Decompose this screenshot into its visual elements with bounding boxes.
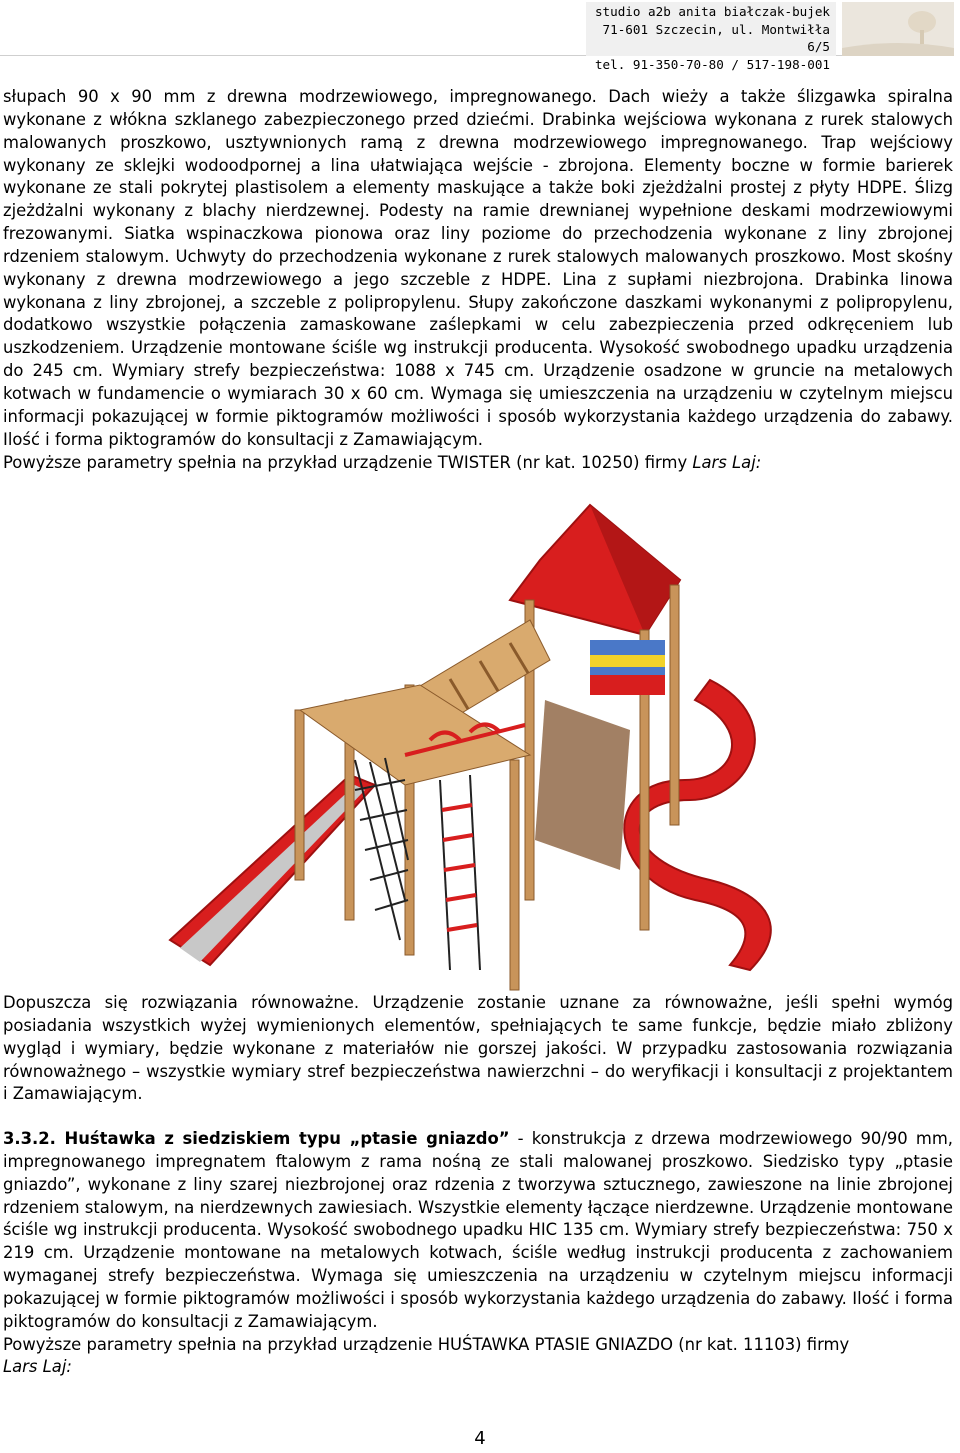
page-header xyxy=(0,0,958,72)
studio-logo xyxy=(842,2,954,56)
twister-example xyxy=(3,452,953,475)
swing-example-text: Powyższe parametry spełnia na przykład urządzenie HUŚTAWKA PTASIE GNIAZDO (nr kat. 11103) firmy xyxy=(3,1334,850,1354)
twister-example-text: Powyższe parametry spełnia na przykład urządzenie TWISTER (nr kat. 10250) firmy xyxy=(3,452,693,472)
page-number: 4 xyxy=(474,1428,486,1449)
twister-playground-image xyxy=(150,500,830,995)
swing-heading: 3.3.2. Huśtawka z siedziskiem typu „ptasie gniazdo” xyxy=(3,1129,510,1148)
swing-description xyxy=(3,1128,953,1379)
twister-brand: Lars Laj: xyxy=(692,452,762,472)
swing-example xyxy=(3,1334,953,1380)
tree-logo-icon xyxy=(842,2,954,56)
swing-text: - konstrukcja z drzewa modrzewiowego 90/90 mm, impregnowanego impregnatem ftalowym z rama nośną ze stali malowanej proszkowo. Siedzisko typy „ptasie gniazdo”, wykonane z liny szarej niezbrojonej oraz rdzenia z tworzywa sztucznego, zawieszone na linie zbrojonej rdzeniem stalowym, na nierdzewnych zawiesiach. Wszystkie elementy łączące nierdzewne. Urządzenie montowane ściśle wg instrukcji producenta. Wysokość swobodnego upadku HIC 135 cm. Wymiary strefy bezpieczeństwa: 750 x 219 cm. Urządzenie montowane na metalowych kotwach, ściśle według instrukcji producenta z zachowaniem wymaganej strefy bezpieczeństwa. Wymaga się umieszczenia na urządzeniu w czytelnym miejscu informacji pokazującej w formie piktogramów możliwości i sposób wykorzystania każdego urządzenia do zabawy. Ilość i forma piktogramów do konsultacji z Zamawiającym. xyxy=(3,1129,953,1331)
equivalence-text: Dopuszcza się rozwiązania równoważne. Urządzenie zostanie uznane za równoważne, jeśli spełni wymóg posiadania wszystkich wyżej wymienionych elementów, spełniających te same funkcje, będzie miało zbliżony wygląd i wymiary, będzie wykonane z materiałów nie gorszej jakości. W przypadku zastosowania rozwiązania równoważnego – wszystkie wymiary stref bezpieczeństwa nawierzchni – do weryfikacji i konsultacji z projektantem i Zamawiającym. xyxy=(3,993,953,1104)
contact-block xyxy=(586,2,836,72)
equivalence-clause xyxy=(3,992,953,1106)
studio-name: studio a2b anita białczak-bujek xyxy=(594,4,830,19)
studio-address: 71-601 Szczecin, ul. Montwiłła 6/5 xyxy=(602,21,830,54)
swing-brand: Lars Laj: xyxy=(3,1357,72,1377)
playground-illustration xyxy=(150,500,830,995)
studio-phone: tel. 91-350-70-80 / 517-198-001 xyxy=(594,56,830,72)
swing-paragraph xyxy=(3,1128,953,1334)
twister-description: słupach 90 x 90 mm z drewna modrzewiowego, impregnowanego. Dach wieży a także ślizgawka spiralna wykonane z włókna szklanego zabezpieczonego przed dziećmi. Drabinka wejściowa wykonana z rurek stalowych malowanych proszkowo, usztywnionych ramą z drewna modrzewiowego impregnowanego. Trap wejściowy wykonany ze sklejki wodoodpornej a lina ułatwiająca wejście - zbrojona. Elementy boczne w formie barierek wykonane ze stali pokrytej plastisolem a elementy maskujące a także boki zjeżdżalni prostej z płyty HDPE. Ślizg zjeżdżalni wykonany z blachy nierdzewnej. Podesty na ramie drewnianej wypełnione deskami modrzewiowymi frezowanymi. Siatka wspinaczkowa pionowa oraz liny poziome do przechodzenia wykonane z liny zbrojonej rdzeniem stalowym. Uchwyty do przechodzenia wykonane z rurek stalowych malowanych proszkowo. Most skośny wykonany z drewna modrzewiowego a jego szczeble z HDPE. Lina z supłami niezbrojona. Drabinka linowa wykonana z liny zbrojonej, a szczeble z polipropylenu. Słupy zakończone daszkami wykonanymi z polipropylenu, dodatkowo wszystkie połączenia zamaskowane zaślepkami w celu zabezpieczenia przed odkręceniem lub uszkodzeniem. Urządzenie montowane ściśle wg instrukcji producenta. Wysokość swobodnego upadku urządzenia do 245 cm. Wymiary strefy bezpieczeństwa: 1088 x 745 cm. Urządzenie osadzone w gruncie na metalowych kotwach w fundamencie o wymiarach 30 x 60 cm. Wymaga się umieszczenia na urządzeniu w czytelnym miejscu informacji pokazującej w formie piktogramów możliwości i sposób wykorzystania każdego urządzenia do zabawy. Ilość i forma piktogramów do konsultacji z Zamawiającym. xyxy=(3,87,953,449)
equipment-description xyxy=(3,86,953,474)
